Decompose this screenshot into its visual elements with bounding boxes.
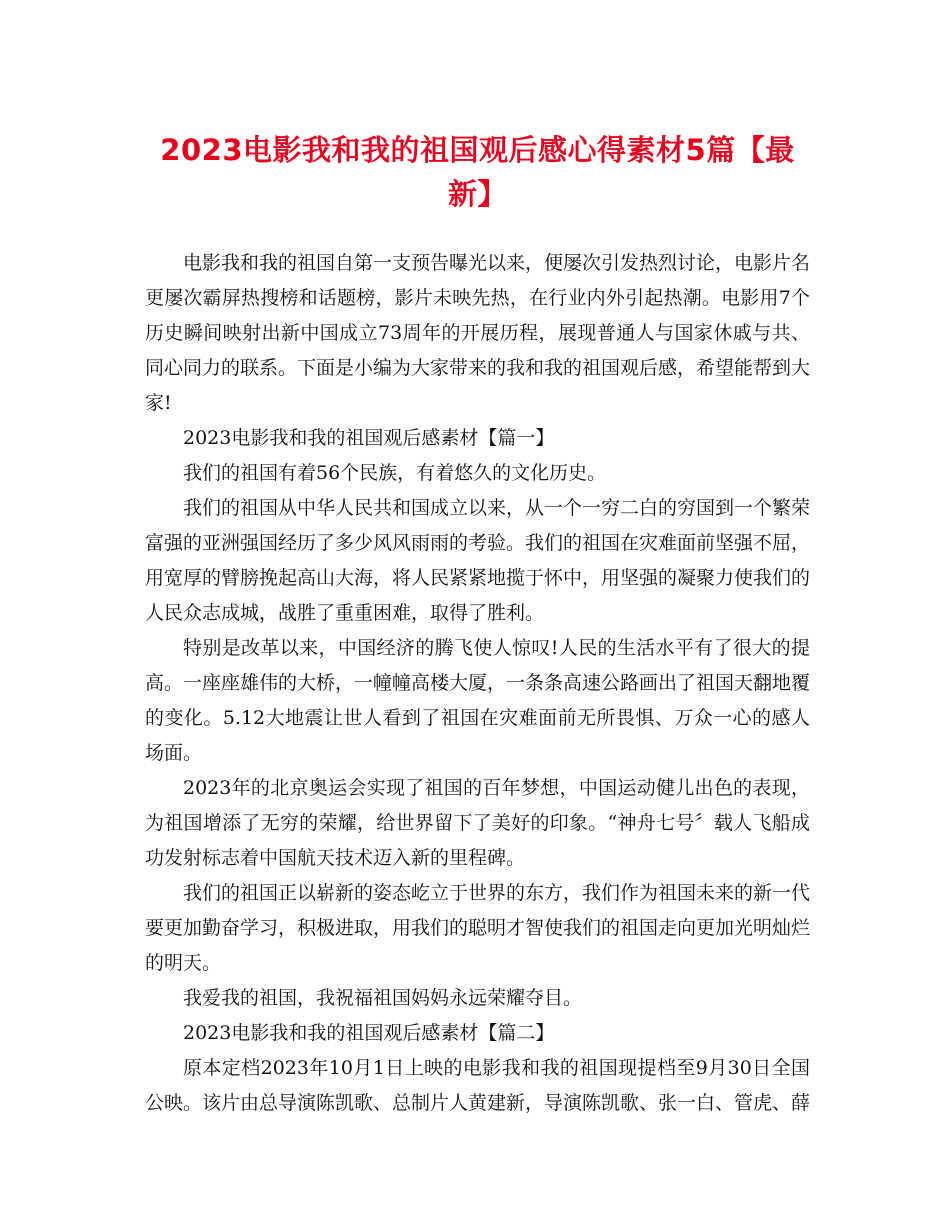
paragraph: 原本定档2023年10月1日上映的电影我和我的祖国现提档至9月30日全国公映。该片由总导演陈凯歌、总制片人黄建新，导演陈凯歌、张一白、管虎、薛 — [145, 1057, 811, 1114]
paragraph: 我们的祖国有着56个民族，有着悠久的文化历史。 — [183, 462, 607, 484]
section-heading: 2023电影我和我的祖国观后感素材【篇二】 — [183, 1022, 555, 1044]
paragraph: 我们的祖国从中华人民共和国成立以来，从一个一穷二白的穷国到一个繁荣富强的亚洲强国经历了多少风风雨雨的考验。我们的祖国在灾难面前坚强不屈，用宽厚的臂膀挽起高山大海，将人民紧紧地揽于怀中，用坚强的凝聚力使我们的人民众志成城，战胜了重重困难，取得了胜利。 — [145, 497, 811, 624]
paragraph: 电影我和我的祖国自第一支预告曝光以来，便屡次引发热烈讨论，电影片名更屡次霸屏热搜榜和话题榜，影片未映先热，在行业内外引起热潮。电影用7个历史瞬间映射出新中国成立73周年的开展历程，展现普通人与国家休戚与共、同心同力的联系。下面是小编为大家带来的我和我的祖国观后感，希望能帮到大家! — [145, 252, 811, 414]
section-heading: 2023电影我和我的祖国观后感素材【篇一】 — [183, 427, 555, 449]
document-body — [145, 246, 810, 1121]
paragraph: 我们的祖国正以崭新的姿态屹立于世界的东方，我们作为祖国未来的新一代要更加勤奋学习，积极进取，用我们的聪明才智使我们的祖国走向更加光明灿烂的明天。 — [145, 882, 811, 974]
paragraph: 特别是改革以来，中国经济的腾飞使人惊叹!人民的生活水平有了很大的提高。一座座雄伟的大桥，一幢幢高楼大厦，一条条高速公路画出了祖国天翻地覆的变化。5.12大地震让世人看到了祖国在灾难面前无所畏惧、万众一心的感人场面。 — [145, 637, 811, 764]
paragraph: 2023年的北京奥运会实现了祖国的百年梦想，中国运动健儿出色的表现，为祖国增添了无穷的荣耀，给世界留下了美好的印象。“神舟七号〞载人飞船成功发射标志着中国航天技术迈入新的里程碑。 — [145, 777, 810, 869]
paragraph: 我爱我的祖国，我祝福祖国妈妈永远荣耀夺目。 — [183, 987, 583, 1009]
document-title: 2023电影我和我的祖国观后感心得素材5篇【最新】 — [160, 133, 795, 211]
